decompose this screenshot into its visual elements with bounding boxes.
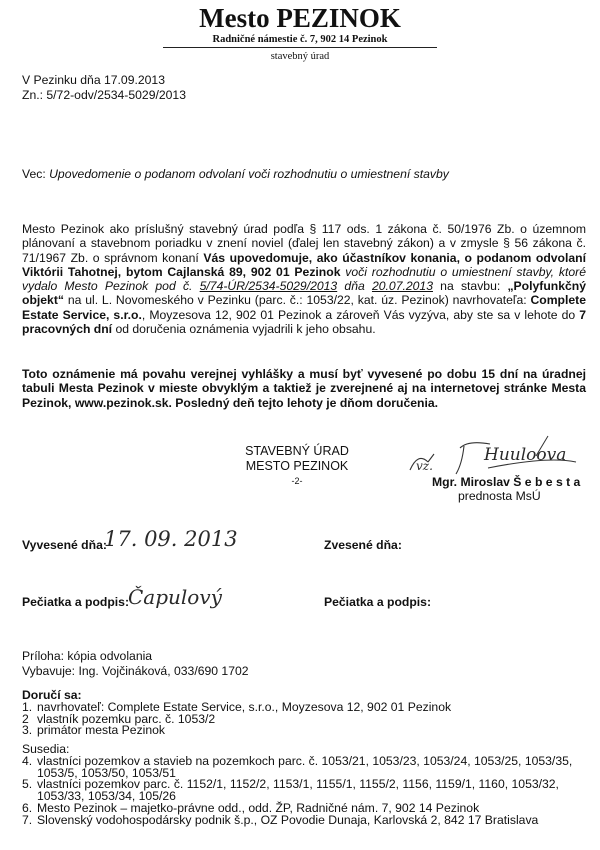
recipient-number: 5. xyxy=(22,777,33,792)
p1-text-3: na ul. L. Novomeského v Pezinku (parc. č.: 1053/22, kat. úz. Pezinok) navrhovateľa: xyxy=(63,293,531,308)
p1-text-1: Mesto Pezinok ako príslušný stavebný úrad podľa § 117 ods. 1 zákona č. 50/1976 Zb. o územnom plánovaní a stavebnom poriadku v znení noviel (ďalej len stavebný zákon) a v zmysle § 56 zákona č. 71/1967 Zb. o správnom konaní xyxy=(22,222,586,265)
delivery-list-primary xyxy=(22,702,587,737)
body-paragraph-1 xyxy=(22,222,586,336)
signer-name: Mgr. Miroslav Š e b e s t a xyxy=(432,475,581,489)
recipient-number: 1. xyxy=(22,700,33,714)
seal-signature-left: Čapulový xyxy=(128,585,222,609)
recipient-item xyxy=(22,725,587,737)
recipient-text: navrhovateľ: Complete Estate Service, s.r.o., Moyzesova 12, 902 01 Pezinok xyxy=(37,700,452,714)
p1-italic-2: dňa xyxy=(337,279,372,294)
delivery-list-neighbors xyxy=(22,756,587,826)
recipient-text: vlastníci pozemkov parc. č. 1152/1, 1152/2, 1153/1, 1155/1, 1155/2, 1156, 1159/1, 1160, 1053/32, 1053/33, 1053/34, 105/26 xyxy=(37,777,559,804)
recipient-number: 3. xyxy=(22,723,33,738)
reference-number: Zn.: 5/72-odv/2534-5029/2013 xyxy=(22,88,186,102)
posted-date-label: Vyvesené dňa: xyxy=(22,538,107,552)
letterhead-title: Mesto PEZINOK xyxy=(199,3,401,33)
subject-text: Upovedomenie o podanom odvolaní voči rozhodnutiu o umiestnení stavby xyxy=(49,167,449,181)
recipient-number: 7. xyxy=(22,812,33,827)
recipient-item xyxy=(22,812,587,827)
recipient-number: 2 xyxy=(22,711,29,726)
p1-text-2: na stavbu: xyxy=(432,279,508,294)
recipient-text: vlastník pozemku parc. č. 1053/2 xyxy=(37,711,216,726)
letterhead-divider xyxy=(163,47,437,48)
date-line: V Pezinku dňa 17.09.2013 xyxy=(22,73,165,87)
seal-label-left: Pečiatka a podpis: xyxy=(22,595,130,609)
letterhead-address: Radničné námestie č. 7, 902 14 Pezinok xyxy=(212,34,388,45)
stamp-line-1: STAVEBNÝ ÚRAD xyxy=(245,444,349,458)
letterhead-office: stavebný úrad xyxy=(270,51,330,62)
recipient-item xyxy=(22,779,587,802)
body-paragraph-2: Toto oznámenie má povahu verejnej vyhlášky a musí byť vyvesené po dobu 15 dní na úradnej tabuli Mesta Pezinok v mieste obvyklým a taktiež je zverejnené aj na internetovej stránke Mesta Pezinok, www.pezinok.sk. Posledný deň tejto lehoty je dňom doručenia. xyxy=(22,367,586,410)
p1-decision-date: 20.07.2013 xyxy=(371,279,433,294)
p1-text-4: , Moyzesova 12, 902 01 Pezinok a zároveň Vás vyzýva, aby ste sa v lehote do xyxy=(141,307,580,322)
signer-role: prednosta MsÚ xyxy=(458,489,541,503)
p1-italic-1: voči rozhodnutiu o umiestnení stavby, ktoré vydalo Mesto Pezinok pod č. xyxy=(22,264,586,294)
p1-applicant: Complete Estate Service, s.r.o. xyxy=(22,293,586,322)
signature-scribble xyxy=(398,430,583,478)
recipient-number: 6. xyxy=(22,800,33,815)
removed-date-label: Zvesené dňa: xyxy=(324,538,402,552)
seal-label-right: Pečiatka a podpis: xyxy=(324,595,432,609)
p1-bold-notice: Vás upovedomuje, ako účastníkov konania, o podanom odvolaní Viktórii Tahotnej, bytom Cajlanská 89, 902 01 Pezinok xyxy=(22,250,587,279)
recipient-text: vlastníci pozemkov a stavieb na pozemkoch parc. č. 1053/21, 1053/23, 1053/24, 1053/25, 1053/35, 1053/5, 1053/50, 1053/51 xyxy=(37,754,573,780)
recipient-text: Slovenský vodohospodársky podnik š.p., OZ Povodie Dunaja, Karlovská 2, 842 17 Bratislava xyxy=(37,812,539,827)
recipient-text: primátor mesta Pezinok xyxy=(37,723,166,738)
delivery-heading: Doručí sa: xyxy=(22,688,82,702)
p1-text-5: od doručenia oznámenia vyjadrili k jeho obsahu. xyxy=(112,322,376,337)
stamp-number: -2- xyxy=(291,476,303,486)
handled-by-line: Vybavuje: Ing. Vojčináková, 033/690 1702 xyxy=(22,664,249,678)
subject-label: Vec: xyxy=(22,167,46,181)
neighbors-label: Susedia: xyxy=(22,742,70,756)
posted-date-handwritten: 17. 09. 2013 xyxy=(104,527,238,551)
p1-decision-number: 5/74-ÚR/2534-5029/2013 xyxy=(199,279,338,294)
p1-project-name: „Polyfunkčný objekt“ xyxy=(22,279,587,308)
recipient-item xyxy=(22,756,587,779)
recipient-number: 4. xyxy=(22,754,33,768)
attachment-line: Príloha: kópia odvolania xyxy=(22,649,153,663)
p1-deadline: 7 pracovných dní xyxy=(22,307,587,337)
signature-prefix: vz. xyxy=(416,459,433,473)
subject-line xyxy=(22,167,449,181)
recipient-text: Mesto Pezinok – majetko-právne odd., odd. ŽP, Radničné nám. 7, 902 14 Pezinok xyxy=(37,800,480,815)
stamp-line-2: MESTO PEZINOK xyxy=(245,459,349,473)
signature-handwriting: Huuloova xyxy=(484,445,567,465)
